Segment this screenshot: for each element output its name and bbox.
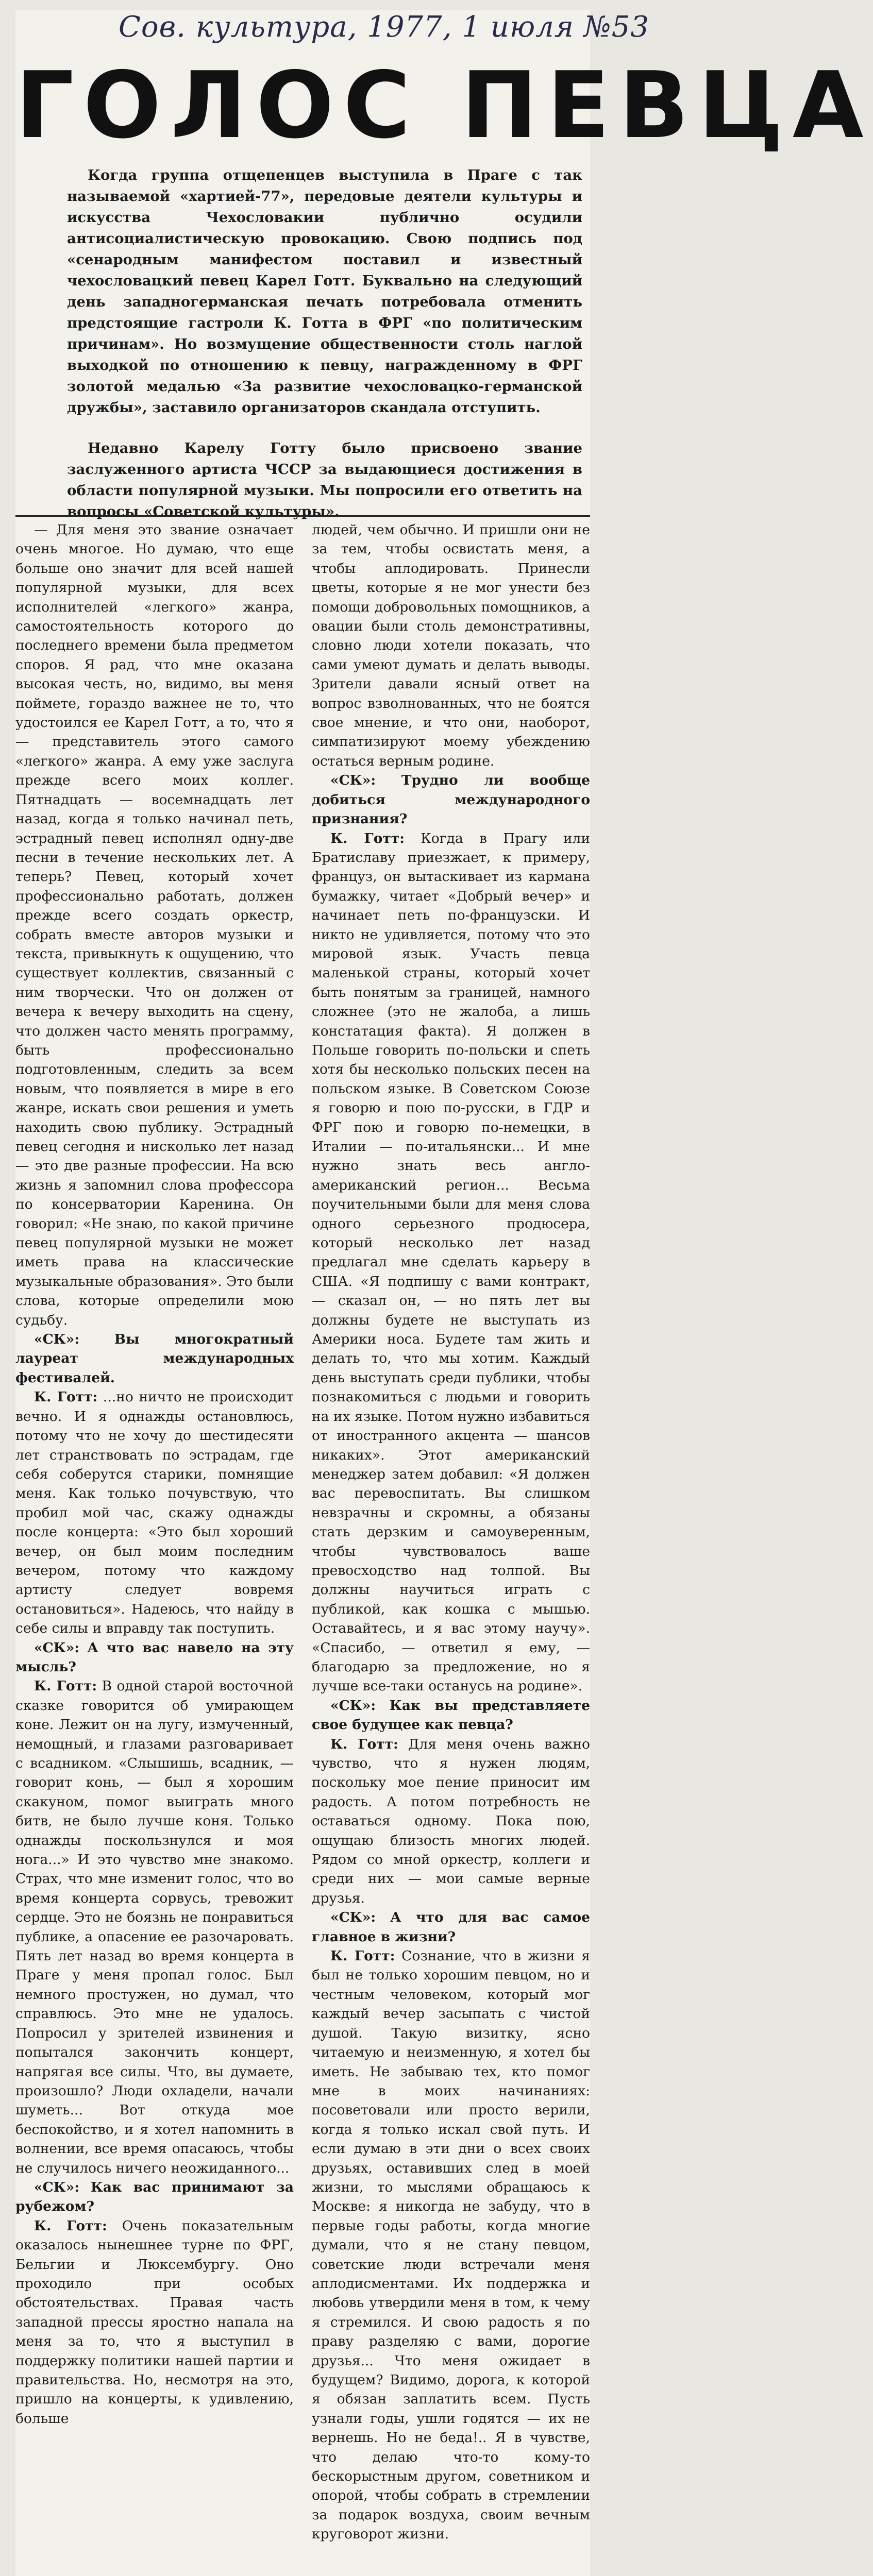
question-paragraph: «СК»: Трудно ли вообще добиться международного признания? [312, 772, 590, 827]
speaker-label: К. Готт: [34, 2217, 107, 2234]
speaker-label: К. Готт: [330, 830, 405, 846]
question-label: «СК»: [34, 1331, 80, 1348]
answer-paragraph: — Для меня это звание означает очень многое. Но думаю, что еще больше оно значит для всей нашей популярной музыки, для всех исполнителей «легкого» жанра, самостоятельность которого до последнего времени была предметом споров. Я рад, что мне оказана высокая честь, но, видимо, вы меня поймете, гораздо важнее не то, что удостоился ее Карел Готт, а то, что я — представитель этого самого «легкого» жанра. А ему уже заслуга прежде всего моих коллег. Пятнадцать — восемнадцать лет назад, когда я только начинал петь, эстрадный певец исполнял одну-две песни в течение нескольких лет. А теперь? Певец, который хочет профессионально работать, должен прежде всего создать оркестр, собрать вместе авторов музыки и текста, привыкнуть к ощущению, что существует коллектив, связанный с ним творчески. Что он должен от вечера к вечеру выходить на сцену, что должен часто менять программу, быть профессионально подготовленным, следить за всем новым, что появляется в мире в его жанре, искать свои решения и уметь находить свою публику. Эстрадный певец сегодня и нисколько лет назад — это две разные профессии. На всю жизнь я запомнил слова профессора по консерватории Каренина. Он говорил: «Не знаю, по какой причине певец популярной музыки не может иметь права на классические музыкальные образования». Это были слова, которые определили мою судьбу. [15, 522, 294, 1328]
answer-paragraph: К. Готт: Когда в Прагу или Братиславу приезжает, к примеру, француз, он вытаскивает из кармана бумажку, читает «Добрый вечер» и начинает петь по-французски. И никто не удивляется, потому что это мировой язык. Участь певца маленькой страны, который хочет быть понятым за границей, намного сложнее (это не жалоба, а лишь констатация факта). Я должен в Польше говорить по-польски и спеть хотя бы несколько польских песен на польском языке. В Советском Союзе я говорю и пою по-русски, в ГДР и ФРГ пою и говорю по-немецки, в Италии — по-итальянски... И мне нужно знать весь англо-американский регион... Весьма поучительными были для меня слова одного серьезного продюсера, который несколько лет назад предлагал мне сделать карьеру в США. «Я подпишу с вами контракт, — сказал он, — но пять лет вы должны будете не выступать из Америки носа. Будете там жить и делать то, что мы хотим. Каждый день выступать среди публики, чтобы познакомиться с людьми и говорить на их языке. Потом нужно избавиться от иностранного акцента — шансов никаких». Этот американский менеджер затем добавил: «Я должен вас перевоспитать. Вы слишком невзрачны и скромны, а обязаны стать дерзким и самоуверенным, чтобы чувствовалось ваше превосходство над толпой. Вы должны научиться играть с публикой, как кошка с мышью. Оставайтесь, и я вас этому научу». «Спасибо, — ответил я ему, — благодарю за предложение, но я лучше все-таки останусь на родине». [312, 830, 590, 1694]
question-paragraph: «СК»: Как вас принимают за рубежом? [15, 2179, 294, 2215]
headline: ГОЛОС ПЕВЦА [15, 52, 873, 159]
lead-paragraphs [67, 165, 582, 520]
speaker-label: К. Готт: [34, 1678, 97, 1694]
lead-paragraph: Когда группа отщепенцев выступила в Праге с так называемой «хартией-77», передовые деятели культуры и искусства Чехословакии публично осудили антисоциалистическую провокацию. Свою подпись под «сенародным манифестом поставил и известный чехословацкий певец Карел Готт. Буквально на следующий день западногерманская печать потребовала отменить предстоящие гастроли К. Готта в ФРГ «по политическим причинам». Но возмущение общественности столь наглой выходкой по отношению к певцу, награжденному в ФРГ золотой медалью «За развитие чехословацко-германской дружбы», заставило организаторов скандала отступить. [67, 167, 582, 416]
newspaper-clipping [15, 10, 873, 2576]
answer-paragraph: К. Готт: ...но ничто не происходит вечно. И я однажды остановлюсь, потому что не хочу до шестидесяти лет странствовать по эстрадам, где себя соберутся старики, помнящие меня. Как только почувствую, что пробил мой час, скажу однажды после концерта: «Это был хороший вечер, он был моим последним вечером, потому что каждому артисту следует вовремя остановиться». Надеюсь, что найду в себе силы и вправду так поступить. [15, 1389, 294, 1637]
answer-paragraph: К. Готт: Сознание, что в жизни я был не только хорошим певцом, но и честным человеком, который мог каждый вечер засыпать с чистой душой. Такую визитку, ясно читаемую и неизменную, я хотел бы иметь. Не забываю тех, кто помог мне в моих начинаниях: посоветовали или просто верили, когда я только искал свой путь. И если думаю в эти дни о всех своих друзьях, оставивших след в моей жизни, то мыслями обращаюсь к Москве: я никогда не забуду, что в первые годы работы, когда многие думали, что я не стану певцом, советские люди встречали меня аплодисментами. Их поддержка и любовь утвердили меня в том, к чему я стремился. И свою радость я по праву разделяю с вами, дорогие друзья... Что меня ожидает в будущем? Видимо, дорога, к которой я обязан заплатить всем. Пусть узнали годы, ушли годятся — их не вернешь. Но не беда!.. Я в чувстве, что делаю что-то кому-то бескорыстным другом, советником и опорой, чтобы собрать в стремлении за подарок воздуха, своим вечным круговорот жизни. [312, 1948, 590, 2543]
right-column [312, 520, 590, 2576]
question-paragraph: «СК»: А что для вас самое главное в жизни? [312, 1909, 590, 1945]
handwritten-source-note: Сов. культура, 1977, 1 июля №53 [119, 10, 649, 44]
question-paragraph: «СК»: Вы многократный лауреат международных фестивалей. [15, 1331, 294, 1386]
section-divider [15, 515, 590, 517]
question-label: «СК»: [330, 772, 376, 789]
speaker-label: К. Готт: [330, 1948, 395, 1964]
speaker-label: К. Готт: [34, 1389, 98, 1405]
left-column [15, 520, 294, 2576]
lead-paragraph: Недавно Карелу Готту было присвоено звание заслуженного артиста ЧССР за выдающиеся достижения в области популярной музыки. Мы попросили его ответить на вопросы «Советской культуры». [67, 440, 582, 520]
answer-paragraph: К. Готт: В одной старой восточной сказке говорится об умирающем коне. Лежит он на лугу, измученный, немощный, и глазами разговаривает с всадником. «Слышишь, всадник, — говорит конь, — был я хорошим скакуном, помог выиграть много битв, не было лучше коня. Только однажды поскользнулся и моя нога...» И это чувство мне знакомо. Страх, что мне изменит голос, что во время концерта сорвусь, тревожит сердце. Это не боязнь не понравиться публике, а опасение ее разочаровать. Пять лет назад во время концерта в Праге у меня пропал голос. Был немного простужен, но думал, что справлюсь. Это мне не удалось. Попросил у зрителей извинения и попытался закончить концерт, напрягая все силы. Что, вы думаете, произошло? Люди охладели, начали шуметь... Вот откуда мое беспокойство, и я хотел напомнить в волнении, все время опасаюсь, чтобы не случилось ничего неожиданного... [15, 1678, 294, 2176]
question-paragraph: «СК»: Как вы представляете свое будущее как певца? [312, 1697, 590, 1733]
question-label: «СК»: [330, 1909, 376, 1926]
question-paragraph: «СК»: А что вас навело на эту мысль? [15, 1639, 294, 1675]
answer-paragraph: К. Готт: Очень показательным оказалось нынешнее турне по ФРГ, Бельгии и Люксембургу. Оно проходило при особых обстоятельствах. Правая часть западной прессы яростно напала на меня за то, что я выступил в поддержку политики нашей партии и правительства. Но, несмотря на это, пришло на концерты, к удивлению, больше [15, 2217, 294, 2427]
question-label: «СК»: [34, 1639, 80, 1656]
question-label: «СК»: [330, 1697, 376, 1714]
answer-paragraph: К. Готт: Для меня очень важно чувство, что я нужен людям, поскольку мое пение приносит им радость. А потом потребность не оставаться одному. Пока пою, ощущаю близость многих людей. Рядом со мной оркестр, коллеги и среди них — мои самые верные друзья. [312, 1736, 590, 1906]
speaker-label: К. Готт: [330, 1736, 398, 1752]
question-label: «СК»: [34, 2179, 80, 2195]
answer-paragraph: людей, чем обычно. И пришли они не за тем, чтобы освистать меня, а чтобы аплодировать. Принесли цветы, которые я не мог унести без помощи добровольных помощников, а овации были столь демонстративны, словно люди хотели показать, что сами умеют думать и делать выводы. Зрители давали ясный ответ на вопрос взволнованных, что не боятся свое мнение, и что они, наоборот, симпатизируют моему убеждению остаться верным родине. [312, 522, 590, 769]
